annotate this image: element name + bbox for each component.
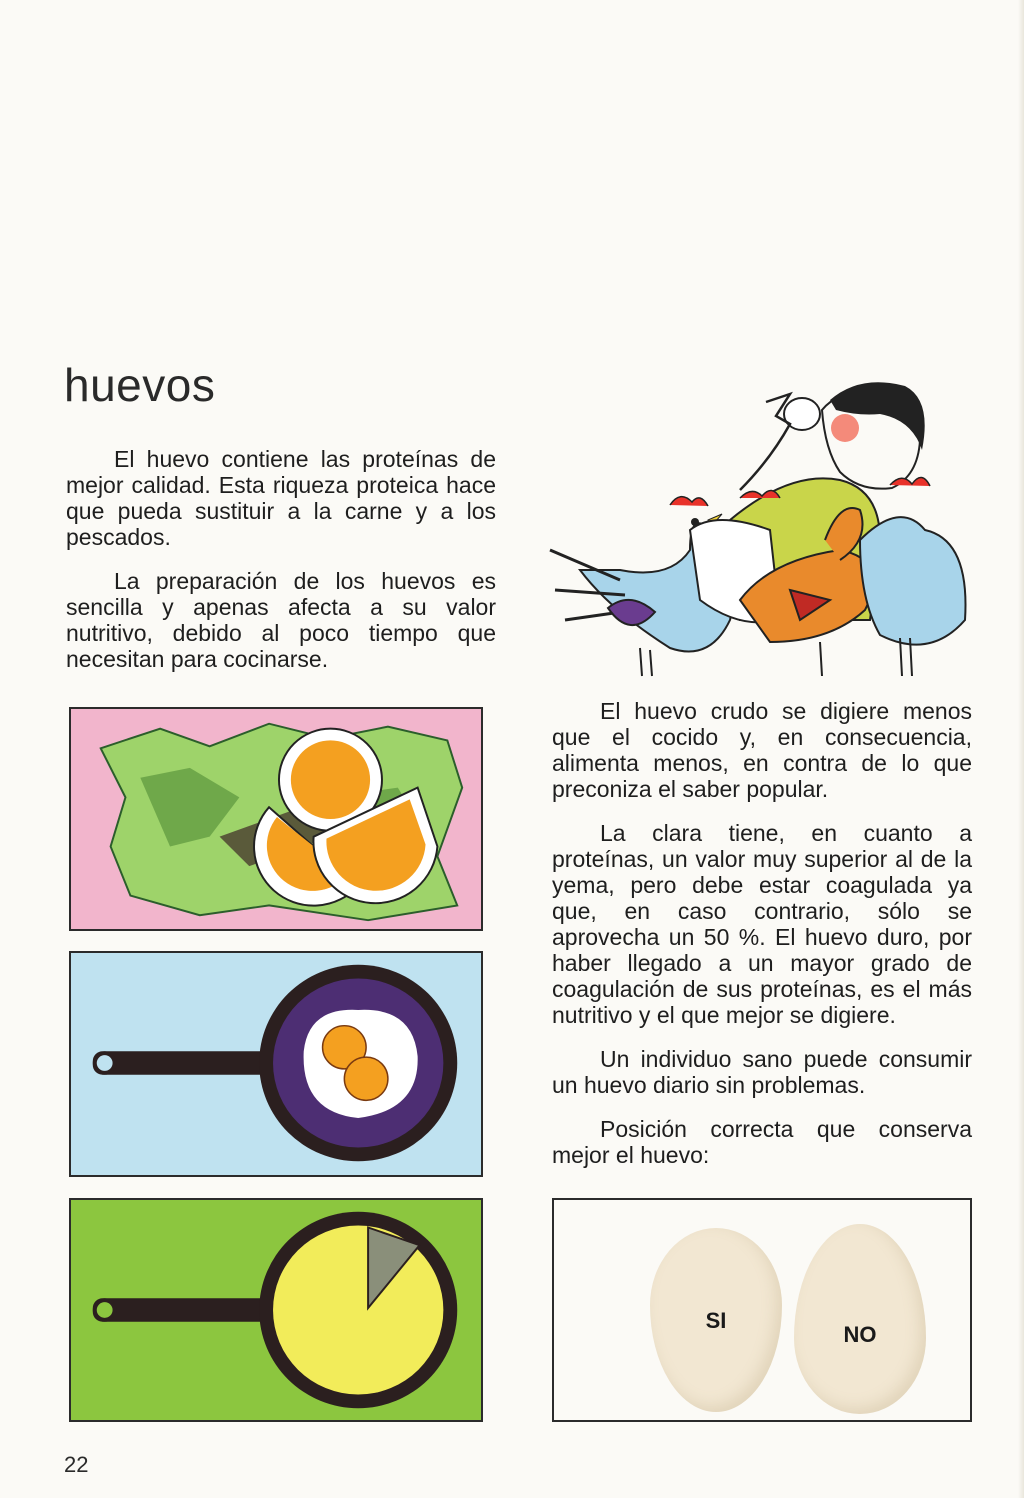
fried-egg-pan-panel — [69, 951, 483, 1177]
person-drinking-egg-illustration — [540, 380, 980, 680]
omelette-pan-panel — [69, 1198, 483, 1422]
right-paragraph-2: La clara tiene, en cuanto a proteínas, un valor muy superior al de la yema, pero debe estar coagulada ya que, en caso contrario, sólo se aprovecha un 50 %. El huevo duro, por haber llegado a un mayor grado de coagulación de sus proteínas, es el más nutritivo y el que mejor se digiere. — [552, 820, 972, 1028]
right-paragraph-4: Posición correcta que conserva mejor el huevo: — [552, 1116, 972, 1168]
egg-position-box — [552, 1198, 972, 1422]
egg-correct-position — [650, 1228, 782, 1412]
page-edge — [1018, 0, 1024, 1498]
page-title: huevos — [64, 359, 216, 411]
right-text-column — [552, 698, 972, 1186]
egg-yes-label: SI — [705, 1308, 727, 1333]
left-paragraph-1: El huevo contiene las proteínas de mejor calidad. Esta riqueza proteica hace que pueda sustituir a la carne y a los pescados. — [66, 446, 496, 550]
right-paragraph-3: Un individuo sano puede consumir un huevo diario sin problemas. — [552, 1046, 972, 1098]
left-paragraph-2: La preparación de los huevos es sencilla y apenas afecta a su valor nutritivo, debido al poco tiempo que necesitan para cocinarse. — [66, 568, 496, 672]
salad-eggs-panel — [69, 707, 483, 931]
right-paragraph-1: El huevo crudo se digiere menos que el cocido y, en consecuencia, alimenta menos, en contra de lo que preconiza el saber popular. — [552, 698, 972, 802]
page-number: 22 — [64, 1452, 89, 1477]
egg-incorrect-position — [794, 1224, 926, 1414]
left-text-column — [66, 446, 496, 690]
egg-no-label: NO — [843, 1322, 877, 1347]
